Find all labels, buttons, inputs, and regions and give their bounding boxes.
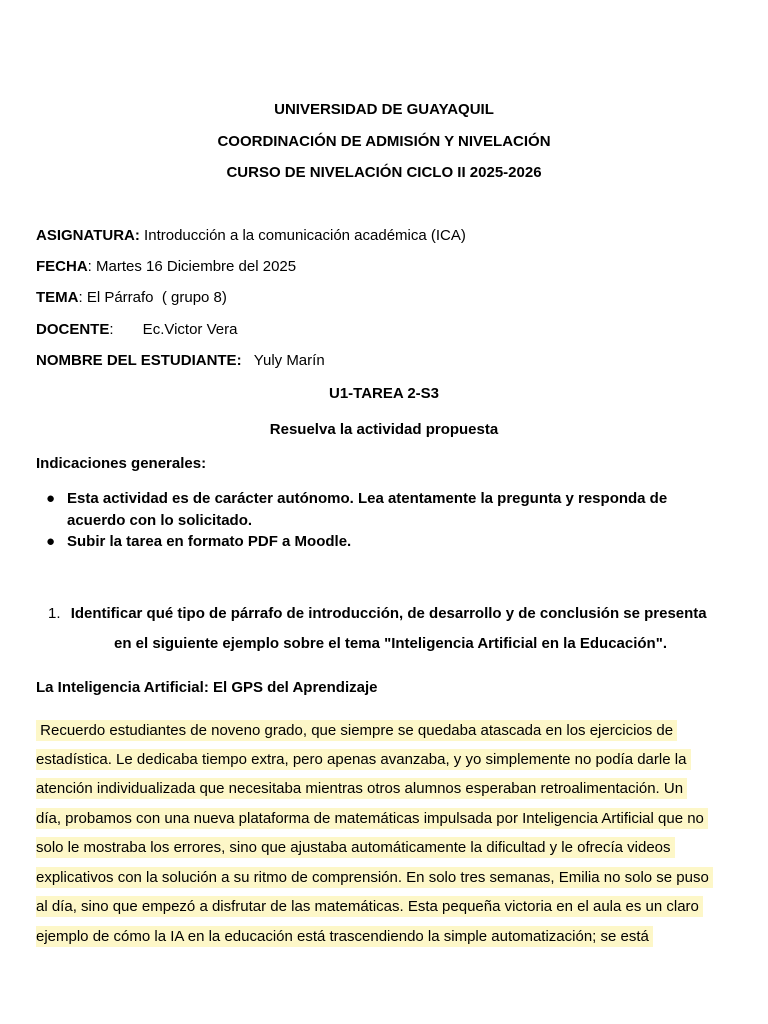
tema-line (36, 289, 227, 306)
course-heading: CURSO DE NIVELACIÓN CICLO II 2025-2026 (226, 164, 542, 181)
bullet-item-2 (46, 531, 726, 553)
docente-label: DOCENTE (36, 321, 110, 338)
article-line (36, 839, 675, 856)
bullet-text-2: Subir la tarea en formato PDF a Moodle. (67, 533, 352, 550)
docente-value: : Ec.Victor Vera (109, 321, 238, 338)
article-line-text: Recuerdo estudiantes de noveno grado, que siempre se quedaba atascada en los ejercicios de (36, 722, 678, 739)
fecha-line (36, 258, 296, 275)
bullet-dot-icon: ● (46, 490, 56, 507)
tema-value: : El Párrafo ( grupo 8) (78, 289, 227, 306)
question-number: 1. (48, 605, 61, 622)
question-line-1 (48, 605, 707, 622)
asignatura-line (36, 227, 466, 244)
question-line-2: en el siguiente ejemplo sobre el tema "Inteligencia Artificial en la Educación". (114, 635, 667, 652)
fecha-label: FECHA (36, 258, 88, 275)
article-line (36, 810, 708, 827)
article-line-text: solo le mostraba los errores, sino que ajustaba automáticamente la dificultad y le ofrecía videos (36, 839, 675, 856)
docente-line (36, 321, 237, 338)
university-heading: UNIVERSIDAD DE GUAYAQUIL (274, 101, 494, 118)
tema-label: TEMA (36, 289, 79, 306)
article-line-text: ejemplo de cómo la IA en la educación está trascendiendo la simple automatización; se está (36, 928, 654, 945)
general-indications-title: Indicaciones generales: (36, 455, 207, 472)
article-line (36, 898, 703, 915)
article-line-text: explicativos con la solución a su ritmo de comprensión. En solo tres semanas, Emilia no solo se puso (36, 869, 713, 886)
bullet-item-1 (46, 488, 726, 532)
asignatura-value: Introducción a la comunicación académica (ICA) (139, 227, 466, 244)
article-line-text: al día, sino que empezó a disfrutar de las matemáticas. Esta pequeña victoria en el aula es un claro (36, 898, 704, 915)
article-line (36, 928, 653, 945)
bullet-dot-icon: ● (46, 533, 56, 550)
article-line-text: estadística. Le dedicaba tiempo extra, pero apenas avanzaba, y yo simplemente no podía darle la (36, 751, 691, 768)
article-line-text: atención individualizada que necesitaba mientras otros alumnos esperaban retroalimentación. Un (36, 780, 688, 797)
article-line (36, 751, 691, 768)
question-text-1: Identificar qué tipo de párrafo de introducción, de desarrollo y de conclusión se presenta (70, 605, 707, 622)
estudiante-value: Yuly Marín (241, 352, 325, 369)
coordination-heading: COORDINACIÓN DE ADMISIÓN Y NIVELACIÓN (217, 133, 551, 150)
article-line-text: día, probamos con una nueva plataforma de matemáticas impulsada por Inteligencia Artificial que no (36, 810, 709, 827)
article-line (36, 722, 677, 739)
task-code: U1-TAREA 2-S3 (328, 385, 440, 402)
task-instruction: Resuelva la actividad propuesta (269, 421, 499, 438)
asignatura-label: ASIGNATURA: (36, 227, 140, 244)
article-line (36, 780, 687, 797)
article-title: La Inteligencia Artificial: El GPS del Aprendizaje (36, 679, 378, 696)
estudiante-label: NOMBRE DEL ESTUDIANTE: (36, 352, 242, 369)
estudiante-line (36, 352, 325, 369)
article-line (36, 869, 713, 886)
fecha-value: : Martes 16 Diciembre del 2025 (87, 258, 297, 275)
bullet-text-1: Esta actividad es de carácter autónomo. Lea atentamente la pregunta y responda de acuerdo con lo solicitado. (67, 490, 668, 529)
